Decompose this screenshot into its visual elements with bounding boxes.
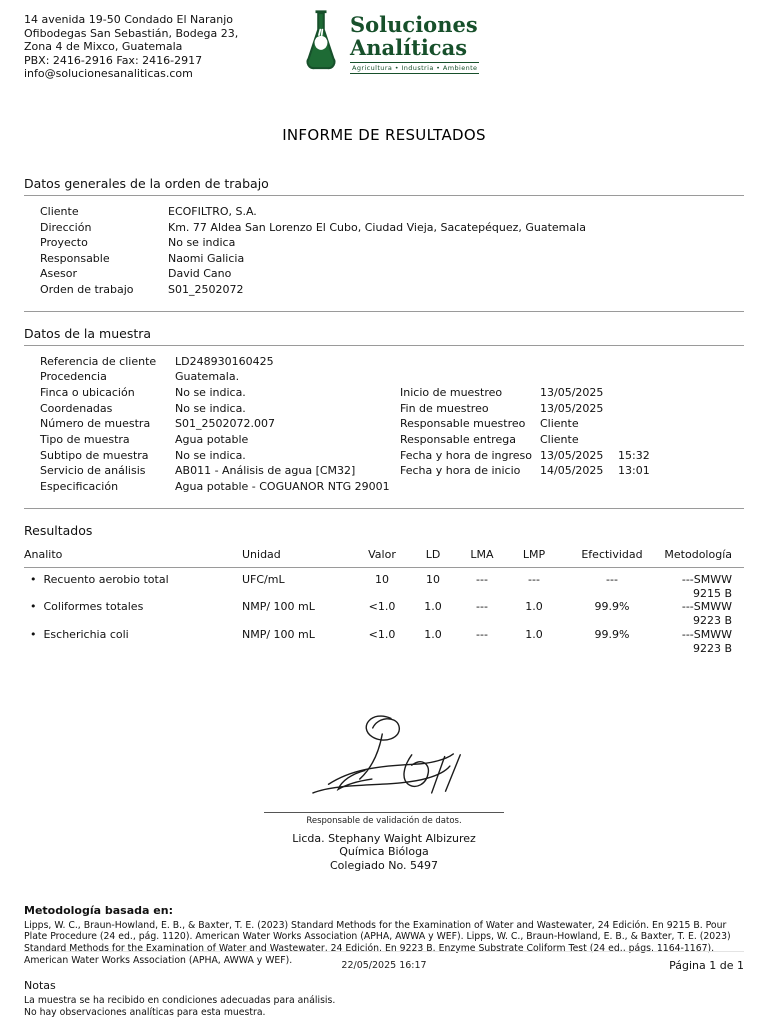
field-time-right [618, 369, 744, 385]
field-value: Naomi Galicia [168, 251, 245, 265]
field-value: S01_2502072.007 [175, 417, 275, 431]
address-line: PBX: 2416-2916 Fax: 2416-2917 [24, 53, 203, 67]
col-header-lmp: LMP [522, 547, 546, 561]
col-header-metodologia: Metodología [664, 547, 732, 561]
sample-field-row [40, 416, 744, 432]
field-label: Cliente [40, 205, 79, 218]
field-value: S01_2502072 [168, 282, 244, 296]
cell-valor: <1.0 [368, 628, 396, 642]
signature-rule [264, 812, 504, 813]
field-label-right: Inicio de muestreo [400, 385, 503, 399]
field-value: No se indica. [175, 401, 246, 415]
cell-lma: --- [476, 572, 488, 586]
field-time-right [618, 416, 744, 432]
col-header-unidad: Unidad [242, 547, 281, 561]
notes-body [24, 995, 744, 1018]
letterhead [0, 0, 768, 106]
signature-role: Química Bióloga [339, 844, 429, 858]
cell-analito: • Escherichia coli [24, 628, 242, 656]
address-line: 14 avenida 19-50 Condado El Naranjo [24, 13, 234, 26]
field-value-right: 14/05/2025 [540, 464, 604, 478]
order-section [0, 176, 768, 312]
cell-ld: 1.0 [424, 600, 442, 614]
doc-title: INFORME DE RESULTADOS [282, 126, 486, 144]
result-row [24, 628, 744, 656]
field-value-right [540, 369, 618, 385]
cell-unidad: UFC/mL [242, 572, 285, 586]
cell-lmp: 1.0 [525, 600, 543, 614]
field-label: Proyecto [40, 236, 88, 250]
sample-field-row [40, 448, 744, 464]
results-table-body [24, 573, 744, 656]
field-label: Dirección [40, 220, 92, 234]
address-line: Zona 4 de Mixco, Guatemala [24, 40, 183, 53]
field-label: Subtipo de muestra [40, 448, 149, 462]
order-field-row [40, 204, 744, 220]
methodology-heading: Metodología basada en: [24, 903, 173, 917]
note-line: La muestra se ha recibido en condiciones adecuadas para análisis. [24, 995, 336, 1007]
field-time-right [618, 354, 744, 370]
field-label: Tipo de muestra [40, 433, 130, 447]
field-value: ECOFILTRO, S.A. [168, 205, 257, 218]
address-line: Ofibodegas San Sebastián, Bodega 23, [24, 26, 239, 40]
sample-fields [40, 354, 744, 495]
field-value-right: 13/05/2025 [540, 401, 604, 415]
field-label: Asesor [40, 267, 78, 281]
signature-block [244, 708, 524, 874]
field-label-right [400, 354, 540, 370]
results-heading: Resultados [24, 522, 93, 538]
field-time-right [618, 385, 744, 401]
address-line: info@solucionesanaliticas.com [24, 67, 193, 80]
field-value: No se indica [168, 236, 236, 250]
order-field-row [40, 235, 744, 251]
cell-unidad: NMP/ 100 mL [242, 600, 315, 614]
cell-metodologia: ---SMWW 9215 B [681, 572, 732, 600]
notes-heading: Notas [24, 979, 56, 993]
col-header-efectividad: Efectividad [581, 547, 643, 561]
order-field-row [40, 266, 744, 282]
signature-name: Licda. Stephany Waight Albizurez [292, 831, 476, 845]
field-value-right: Cliente [540, 433, 579, 447]
cell-efectividad: 99.9% [594, 628, 630, 642]
field-label-right: Fecha y hora de ingreso [400, 448, 532, 462]
methodology-text: Lipps, W. C., Braun-Howland, E. B., & Baxter, T. E. (2023) Standard Methods for the Examination of Water and Wastewater, 24 Edición. En 9215 B. Pour Plate Procedure (24 ed., pág. 1120). American Water Works Association (APHA, AWWA y WEF). Lipps, W. C., Braun-Howland, E. B., & Baxter, T. E. (2023) Standard Methods for the Examination of Water and Wastewater, 24 Edición. En 9223 B. Enzyme Substrate Coliform Test (24 ed., págs. 1164-1167). American Water Works Association (APHA, AWWA y WEF). [24, 919, 731, 966]
field-value-right [540, 479, 618, 495]
sample-field-row [40, 401, 744, 417]
cell-efectividad: 99.9% [594, 600, 630, 614]
field-value: No se indica. [175, 385, 246, 399]
field-time-right [618, 432, 744, 448]
field-label: Especificación [40, 480, 119, 494]
field-time-right [618, 479, 744, 495]
note-line: No hay observaciones analíticas para esta muestra. [24, 1007, 266, 1019]
field-time-right [618, 401, 744, 417]
results-section [0, 523, 768, 656]
signature-caption: Responsable de validación de datos. [306, 815, 462, 826]
cell-ld: 10 [426, 572, 440, 586]
cell-efectividad: --- [606, 572, 618, 586]
field-label: Servicio de análisis [40, 464, 146, 478]
order-field-row [40, 251, 744, 267]
sample-field-row [40, 369, 744, 385]
signature-license: Colegiado No. 5497 [330, 859, 438, 873]
cell-analito: • Coliformes totales [24, 600, 242, 628]
sample-field-row [40, 354, 744, 370]
results-table-header [24, 548, 744, 568]
field-label: Coordenadas [40, 401, 113, 415]
field-label: Referencia de cliente [40, 354, 157, 368]
field-value: Agua potable - COGUANOR NTG 29001 [175, 480, 390, 494]
col-header-lma: LMA [470, 547, 494, 561]
brand-name [350, 13, 479, 74]
sample-heading-rule [24, 345, 744, 346]
cell-lma: --- [476, 628, 488, 642]
col-header-analito: Analito [24, 547, 63, 561]
section-divider [24, 508, 744, 509]
cell-lmp: --- [528, 572, 540, 586]
field-value-right: Cliente [540, 417, 579, 431]
field-time-right: 15:32 [618, 448, 650, 462]
brand-tagline: Agricultura • Industria • Ambiente [352, 64, 478, 72]
order-field-row [40, 220, 744, 236]
field-label-right: Fin de muestreo [400, 401, 489, 415]
order-heading: Datos generales de la orden de trabajo [24, 176, 269, 191]
field-label: Orden de trabajo [40, 282, 134, 296]
field-value: David Cano [168, 267, 232, 281]
flask-icon [299, 8, 343, 79]
sample-field-row [40, 479, 744, 495]
field-value: Agua potable [175, 433, 249, 447]
sample-field-row [40, 463, 744, 479]
footer-timestamp: 22/05/2025 16:17 [341, 960, 427, 971]
field-label-right: Responsable muestreo [400, 417, 526, 431]
field-label: Procedencia [40, 370, 107, 384]
brand-line-1: Soluciones [350, 12, 478, 37]
cell-valor: <1.0 [368, 600, 396, 614]
field-value: Km. 77 Aldea San Lorenzo El Cubo, Ciudad Vieja, Sacatepéquez, Guatemala [168, 220, 586, 234]
section-divider [24, 311, 744, 312]
field-label-right [400, 479, 540, 495]
order-fields [40, 204, 744, 298]
field-value-right [540, 354, 618, 370]
field-time-right: 13:01 [618, 464, 650, 478]
cell-unidad: NMP/ 100 mL [242, 628, 315, 642]
company-logo [299, 8, 479, 79]
footer-page-number: Página 1 de 1 [669, 959, 744, 972]
signature-scribble-icon [244, 708, 524, 812]
field-label: Responsable [40, 251, 110, 265]
field-value: LD248930160425 [175, 354, 274, 368]
result-row [24, 573, 744, 601]
sample-field-row [40, 432, 744, 448]
field-value: AB011 - Análisis de agua [CM32] [175, 464, 356, 478]
sample-field-row [40, 385, 744, 401]
cell-lma: --- [476, 600, 488, 614]
order-heading-rule [24, 195, 744, 196]
page-footer [24, 951, 744, 977]
col-header-ld: LD [425, 547, 441, 561]
cell-metodologia: ---SMWW 9223 B [681, 600, 732, 628]
field-value-right: 13/05/2025 [540, 385, 604, 399]
col-header-valor: Valor [368, 547, 396, 561]
order-field-row [40, 282, 744, 298]
field-label: Número de muestra [40, 417, 151, 431]
field-label: Finca o ubicación [40, 385, 135, 399]
cell-valor: 10 [375, 572, 389, 586]
cell-analito: • Recuento aerobio total [24, 573, 242, 601]
field-label-right: Fecha y hora de inicio [400, 464, 521, 478]
sample-section [0, 326, 768, 509]
field-value: No se indica. [175, 448, 246, 462]
field-label-right [400, 369, 540, 385]
field-value-right: 13/05/2025 [540, 448, 604, 462]
cell-lmp: 1.0 [525, 628, 543, 642]
result-row [24, 600, 744, 628]
company-address [24, 13, 238, 81]
sample-heading: Datos de la muestra [24, 325, 152, 341]
brand-line-2: Analíticas [350, 35, 468, 60]
field-value: Guatemala. [175, 370, 240, 384]
cell-ld: 1.0 [424, 628, 442, 642]
field-label-right: Responsable entrega [400, 433, 516, 447]
cell-metodologia: ---SMWW 9223 B [681, 628, 732, 655]
